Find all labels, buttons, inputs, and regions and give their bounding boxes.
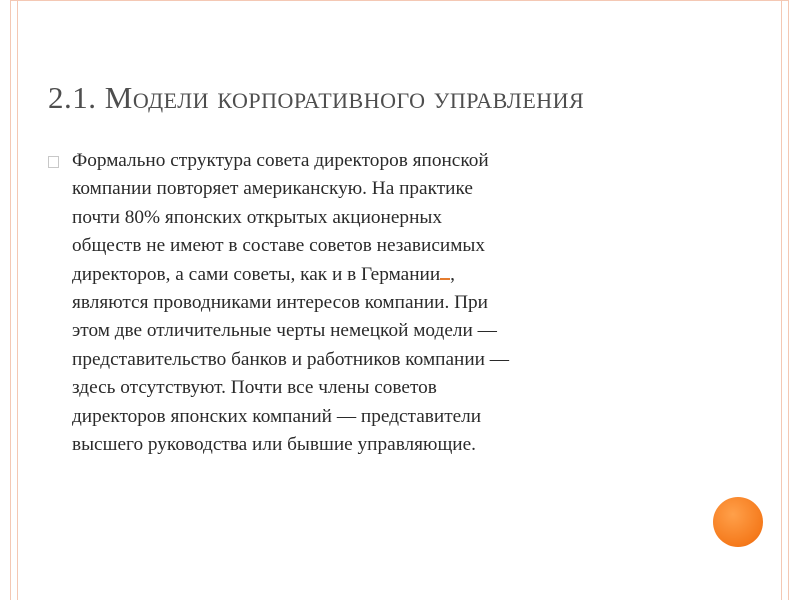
body-line: высшего руководства или бывшие управляющие. <box>72 434 476 456</box>
frame-top-line <box>10 0 789 1</box>
bullet-icon <box>48 156 59 168</box>
frame-left-inner-line <box>17 0 18 600</box>
orange-circle-icon <box>713 497 763 547</box>
title-text: Модели корпоративного управления <box>104 80 585 115</box>
underline-mark-icon <box>440 264 450 280</box>
body-line: Формально структура совета директоров японской <box>72 150 489 171</box>
body-line: компании повторяет американскую. На практике <box>72 178 473 200</box>
body-line: почти 80% японских открытых акционерных <box>72 206 442 228</box>
body-line-with-mark <box>72 261 712 289</box>
frame-left-outer-line <box>10 0 11 600</box>
frame-right-inner-line <box>781 0 782 600</box>
body-line: здесь отсутствуют. Почти все члены советов <box>72 377 437 399</box>
body-line: представительство банков и работников компании — <box>72 348 510 370</box>
body-line-text: директоров, а сами советы, как и в Германии <box>72 263 441 285</box>
body-line: этом две отличительные черты немецкой модели — <box>72 320 497 342</box>
body-line-comma: , <box>450 263 455 285</box>
body-paragraph <box>72 147 712 459</box>
body-line: обществ не имеют в составе советов независимых <box>72 235 486 257</box>
body-line: являются проводниками интересов компании. При <box>72 292 488 314</box>
title-number: 2.1. <box>48 80 105 115</box>
body-line: директоров японских компаний — представители <box>72 405 482 427</box>
slide-title <box>48 80 584 116</box>
frame-right-outer-line <box>788 0 789 600</box>
